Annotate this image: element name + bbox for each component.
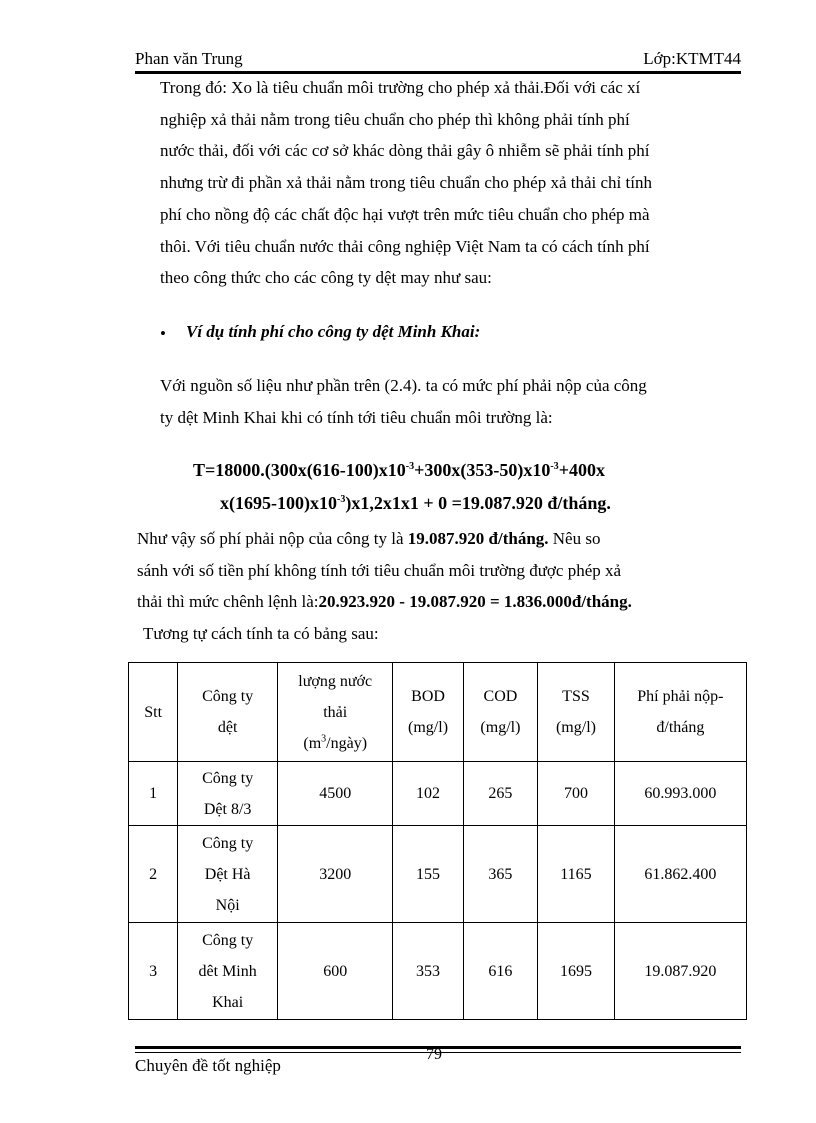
cell-fee: 19.087.920 (614, 923, 746, 1020)
text-line: Trong đó: Xo là tiêu chuẩn môi trường cho phép xả thải.Đối với các xí (160, 78, 641, 97)
fee-table (128, 662, 747, 1020)
formula-line-2: $x(1695-100)x10^{-3})x1,2x1x1 + 0 =19.087.920$ đ/tháng. (220, 493, 611, 513)
header-tss: TSS (mg/l) (538, 663, 615, 762)
table-header-row (129, 663, 747, 762)
cell-flow: 600 (277, 923, 392, 1020)
header-fee: Phí phải nộp- đ/tháng (614, 663, 746, 762)
cell-company: Công ty dêt Minh Khai (178, 923, 278, 1020)
paragraph-conclusion (137, 523, 741, 650)
cell-tss: 1695 (538, 923, 615, 1020)
footer-title: Chuyên đề tốt nghiệp (135, 1056, 281, 1075)
text-line: Tương tự cách tính ta có bảng sau: (143, 624, 379, 644)
cell-bod: 353 (393, 923, 463, 1020)
cell-cod: 365 (463, 826, 537, 923)
bullet-icon: • (160, 324, 166, 343)
table-row (129, 762, 747, 826)
text-line: nhưng trừ đi phần xả thải nằm trong tiêu chuẩn cho phép xả thải chỉ tính (160, 173, 652, 193)
text-line: sánh với số tiền phí không tính tới tiêu chuẩn môi trường được phép xả (137, 560, 622, 580)
header-bod: BOD (mg/l) (393, 663, 463, 762)
text-line: ty dệt Minh Khai khi có tính tới tiêu chuẩn môi trường là: (160, 407, 553, 427)
text-line: phí cho nồng độ các chất độc hại vượt trên mức tiêu chuẩn cho phép mà (160, 204, 650, 224)
example-heading: Ví dụ tính phí cho công ty dệt Minh Khai: (186, 322, 481, 341)
text-line: thải thì mức chênh lệnh là:20.923.920 - 19.087.920 = 1.836.000đ/tháng. (137, 592, 632, 612)
cell-fee: 61.862.400 (614, 826, 746, 923)
text-line: Với nguồn số liệu như phần trên (2.4). ta có mức phí phải nộp của công (160, 376, 647, 395)
paragraph-intro (160, 72, 730, 294)
cell-cod: 616 (463, 923, 537, 1020)
cell-cod: 265 (463, 762, 537, 826)
formula-line-1: $T=18000.(300x(616-100)x10^{-3}+300x(353-50)x10^{-3}+400x$ (193, 460, 605, 480)
header-cod: COD (mg/l) (463, 663, 537, 762)
cell-bod: 155 (393, 826, 463, 923)
text-line: nước thải, đối với các cơ sở khác dòng thải gây ô nhiễm sẽ phải tính phí (160, 141, 650, 161)
cell-stt: 2 (129, 826, 178, 923)
text-line: theo công thức cho các công ty dệt may như sau: (160, 268, 492, 288)
text-line: thôi. Với tiêu chuẩn nước thải công nghiệp Việt Nam ta có cách tính phí (160, 236, 650, 256)
header-company: Công ty dệt (178, 663, 278, 762)
header-stt: Stt (129, 663, 178, 762)
page-header (135, 49, 741, 71)
paragraph-data-source (160, 370, 730, 433)
cell-bod: 102 (393, 762, 463, 826)
table-row (129, 923, 747, 1020)
cell-stt: 3 (129, 923, 178, 1020)
cell-tss: 700 (538, 762, 615, 826)
header-flow: lượng nước thải $(m^3/ngày)$ (277, 663, 392, 762)
table-row (129, 826, 747, 923)
page-number: 79 (426, 1046, 442, 1063)
header-class: Lớp:KTMT44 (643, 49, 741, 68)
header-author: Phan văn Trung (135, 49, 243, 68)
cell-fee: 60.993.000 (614, 762, 746, 826)
text-line: nghiệp xả thải nằm trong tiêu chuẩn cho phép thì không phải tính phí (160, 109, 630, 129)
cell-tss: 1165 (538, 826, 615, 923)
cell-company: Công ty Dệt 8/3 (178, 762, 278, 826)
text-line: Như vậy số phí phải nộp của công ty là 19.087.920 đ/tháng. Nêu so (137, 529, 601, 548)
cell-flow: 3200 (277, 826, 392, 923)
cell-flow: 4500 (277, 762, 392, 826)
cell-company: Công ty Dệt Hà Nội (178, 826, 278, 923)
cell-stt: 1 (129, 762, 178, 826)
